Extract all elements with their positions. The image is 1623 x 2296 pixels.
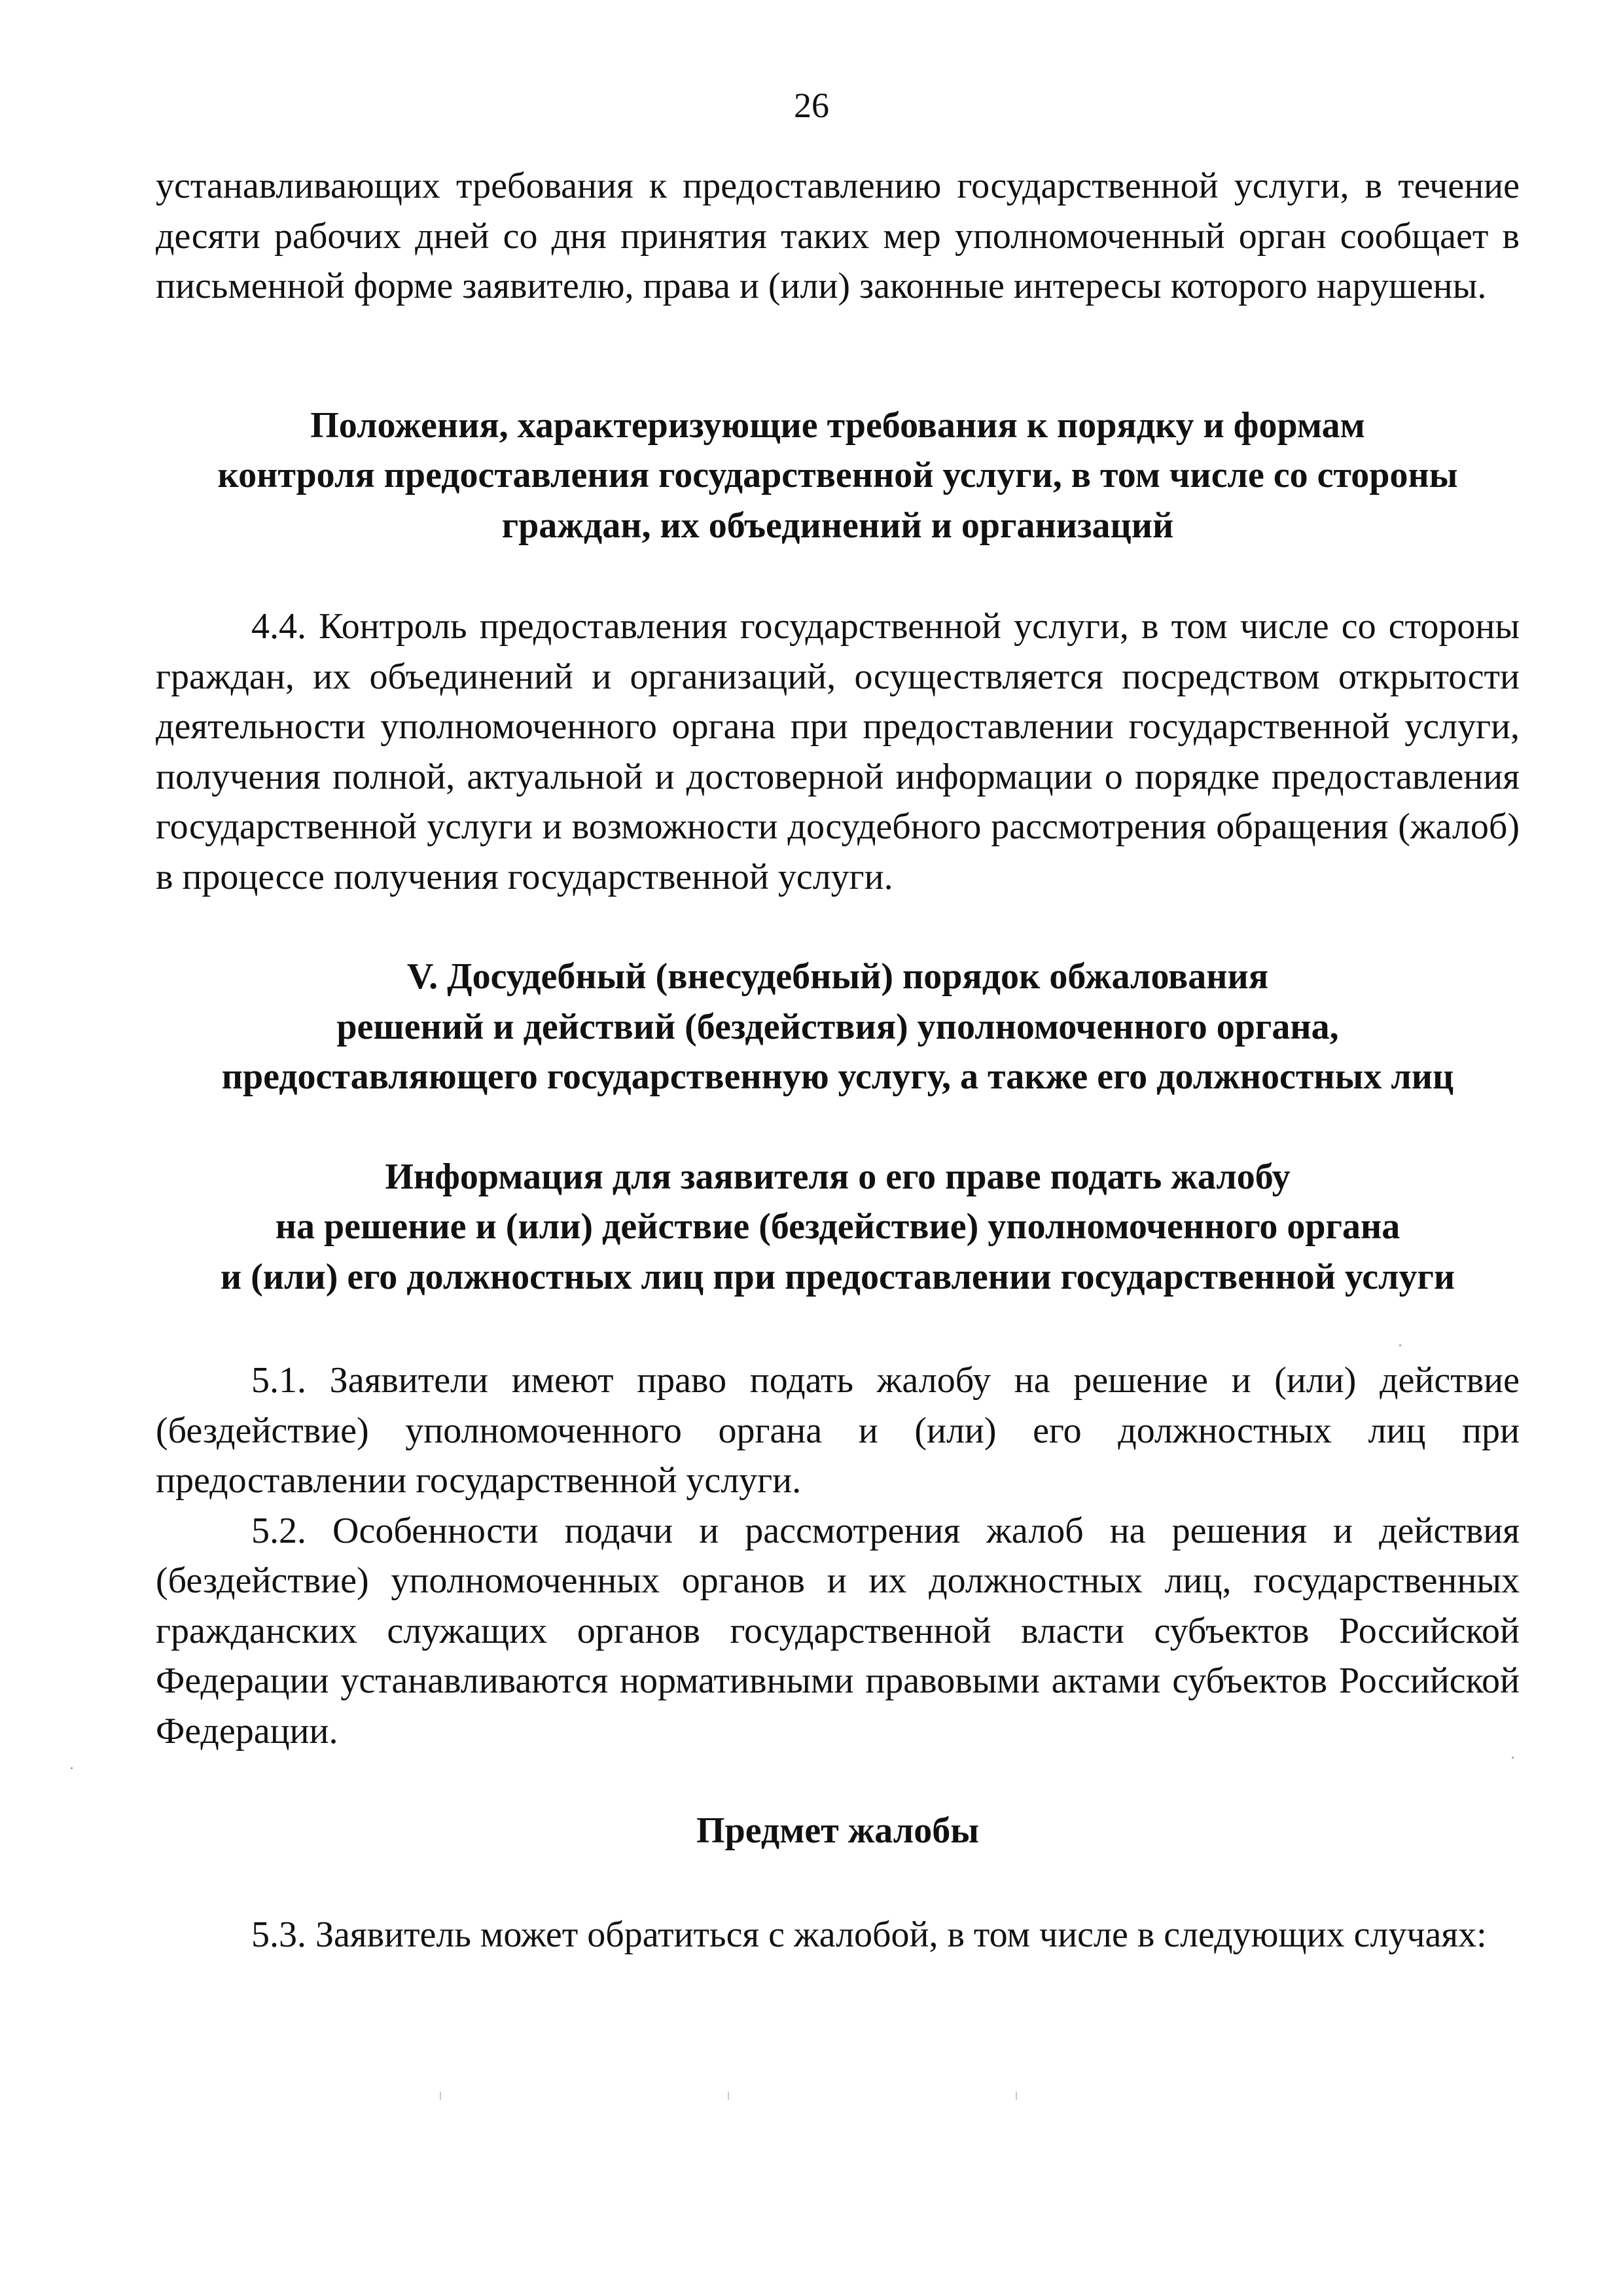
heading-line: и (или) его должностных лиц при предоставлении государственной услуги	[220, 1256, 1455, 1297]
heading-complaint-subject	[156, 1806, 1520, 1856]
heading-line: Информация для заявителя о его праве подать жалобу	[385, 1156, 1291, 1197]
heading-line: на решение и (или) действие (бездействие) уполномоченного органа	[275, 1206, 1400, 1247]
heading-line: решений и действий (бездействия) уполномоченного органа,	[336, 1006, 1339, 1047]
spacer	[156, 1302, 1520, 1355]
paragraph-5-2: 5.2. Особенности подачи и рассмотрения жалоб на решения и действия (бездействие) уполномоченных органов и их должностных лиц, государственных гражданских служащих органов государственной власти субъектов Российской Федерации устанавливаются нормативными правовыми актами субъектов Российской Федерации.	[156, 1510, 1520, 1751]
heading-control-requirements	[156, 401, 1520, 551]
page-number: 26	[794, 86, 829, 125]
heading-line: V. Досудебный (внесудебный) порядок обжалования	[406, 956, 1269, 997]
heading-line: контроля предоставления государственной услуги, в том числе со стороны	[217, 455, 1458, 495]
scan-artifact	[1512, 1757, 1514, 1759]
spacer	[156, 1756, 1520, 1806]
spacer	[156, 1856, 1520, 1910]
heading-line: граждан, их объединений и организаций	[501, 505, 1174, 546]
heading-complaint-right-info	[156, 1152, 1520, 1302]
paragraph-intro-continuation: устанавливающих требования к предоставлению государственной услуги, в течение десяти рабочих дней со дня принятия таких мер уполномоченный орган сообщает в письменной форме заявителю, права и (или) законные интересы которого нарушены.	[156, 166, 1520, 306]
heading-line: предоставляющего государственную услугу, а также его должностных лиц	[221, 1056, 1454, 1097]
spacer	[156, 312, 1520, 401]
scan-artifact	[440, 2092, 441, 2100]
paragraph-5-1: 5.1. Заявители имеют право подать жалобу на решение и (или) действие (бездействие) уполномоченного органа и (или) его должностных лиц при предоставлении государственной услуги.	[156, 1360, 1520, 1501]
heading-section-v	[156, 952, 1520, 1102]
spacer	[156, 1102, 1520, 1152]
spacer	[156, 902, 1520, 952]
paragraph-4-4: 4.4. Контроль предоставления государственной услуги, в том числе со стороны граждан, их объединений и организаций, осуществляется посредством открытости деятельности уполномоченного органа при предоставлении государственной услуги, получения полной, актуальной и достоверной информации о порядке предоставления государственной услуги и возможности досудебного рассмотрения обращения (жалоб) в процессе получения государственной услуги.	[156, 606, 1520, 897]
paragraph-5-3: 5.3. Заявитель может обратиться с жалобой, в том числе в следующих случаях:	[251, 1914, 1487, 1955]
heading-line: Положения, характеризующие требования к порядку и формам	[310, 404, 1365, 446]
scan-artifact	[1016, 2092, 1017, 2100]
scan-artifact	[1399, 1344, 1401, 1346]
spacer	[156, 550, 1520, 601]
scan-artifact	[71, 1767, 73, 1769]
heading-line: Предмет жалобы	[696, 1810, 979, 1851]
document-body	[156, 161, 1520, 1960]
scan-artifact	[728, 2092, 729, 2100]
